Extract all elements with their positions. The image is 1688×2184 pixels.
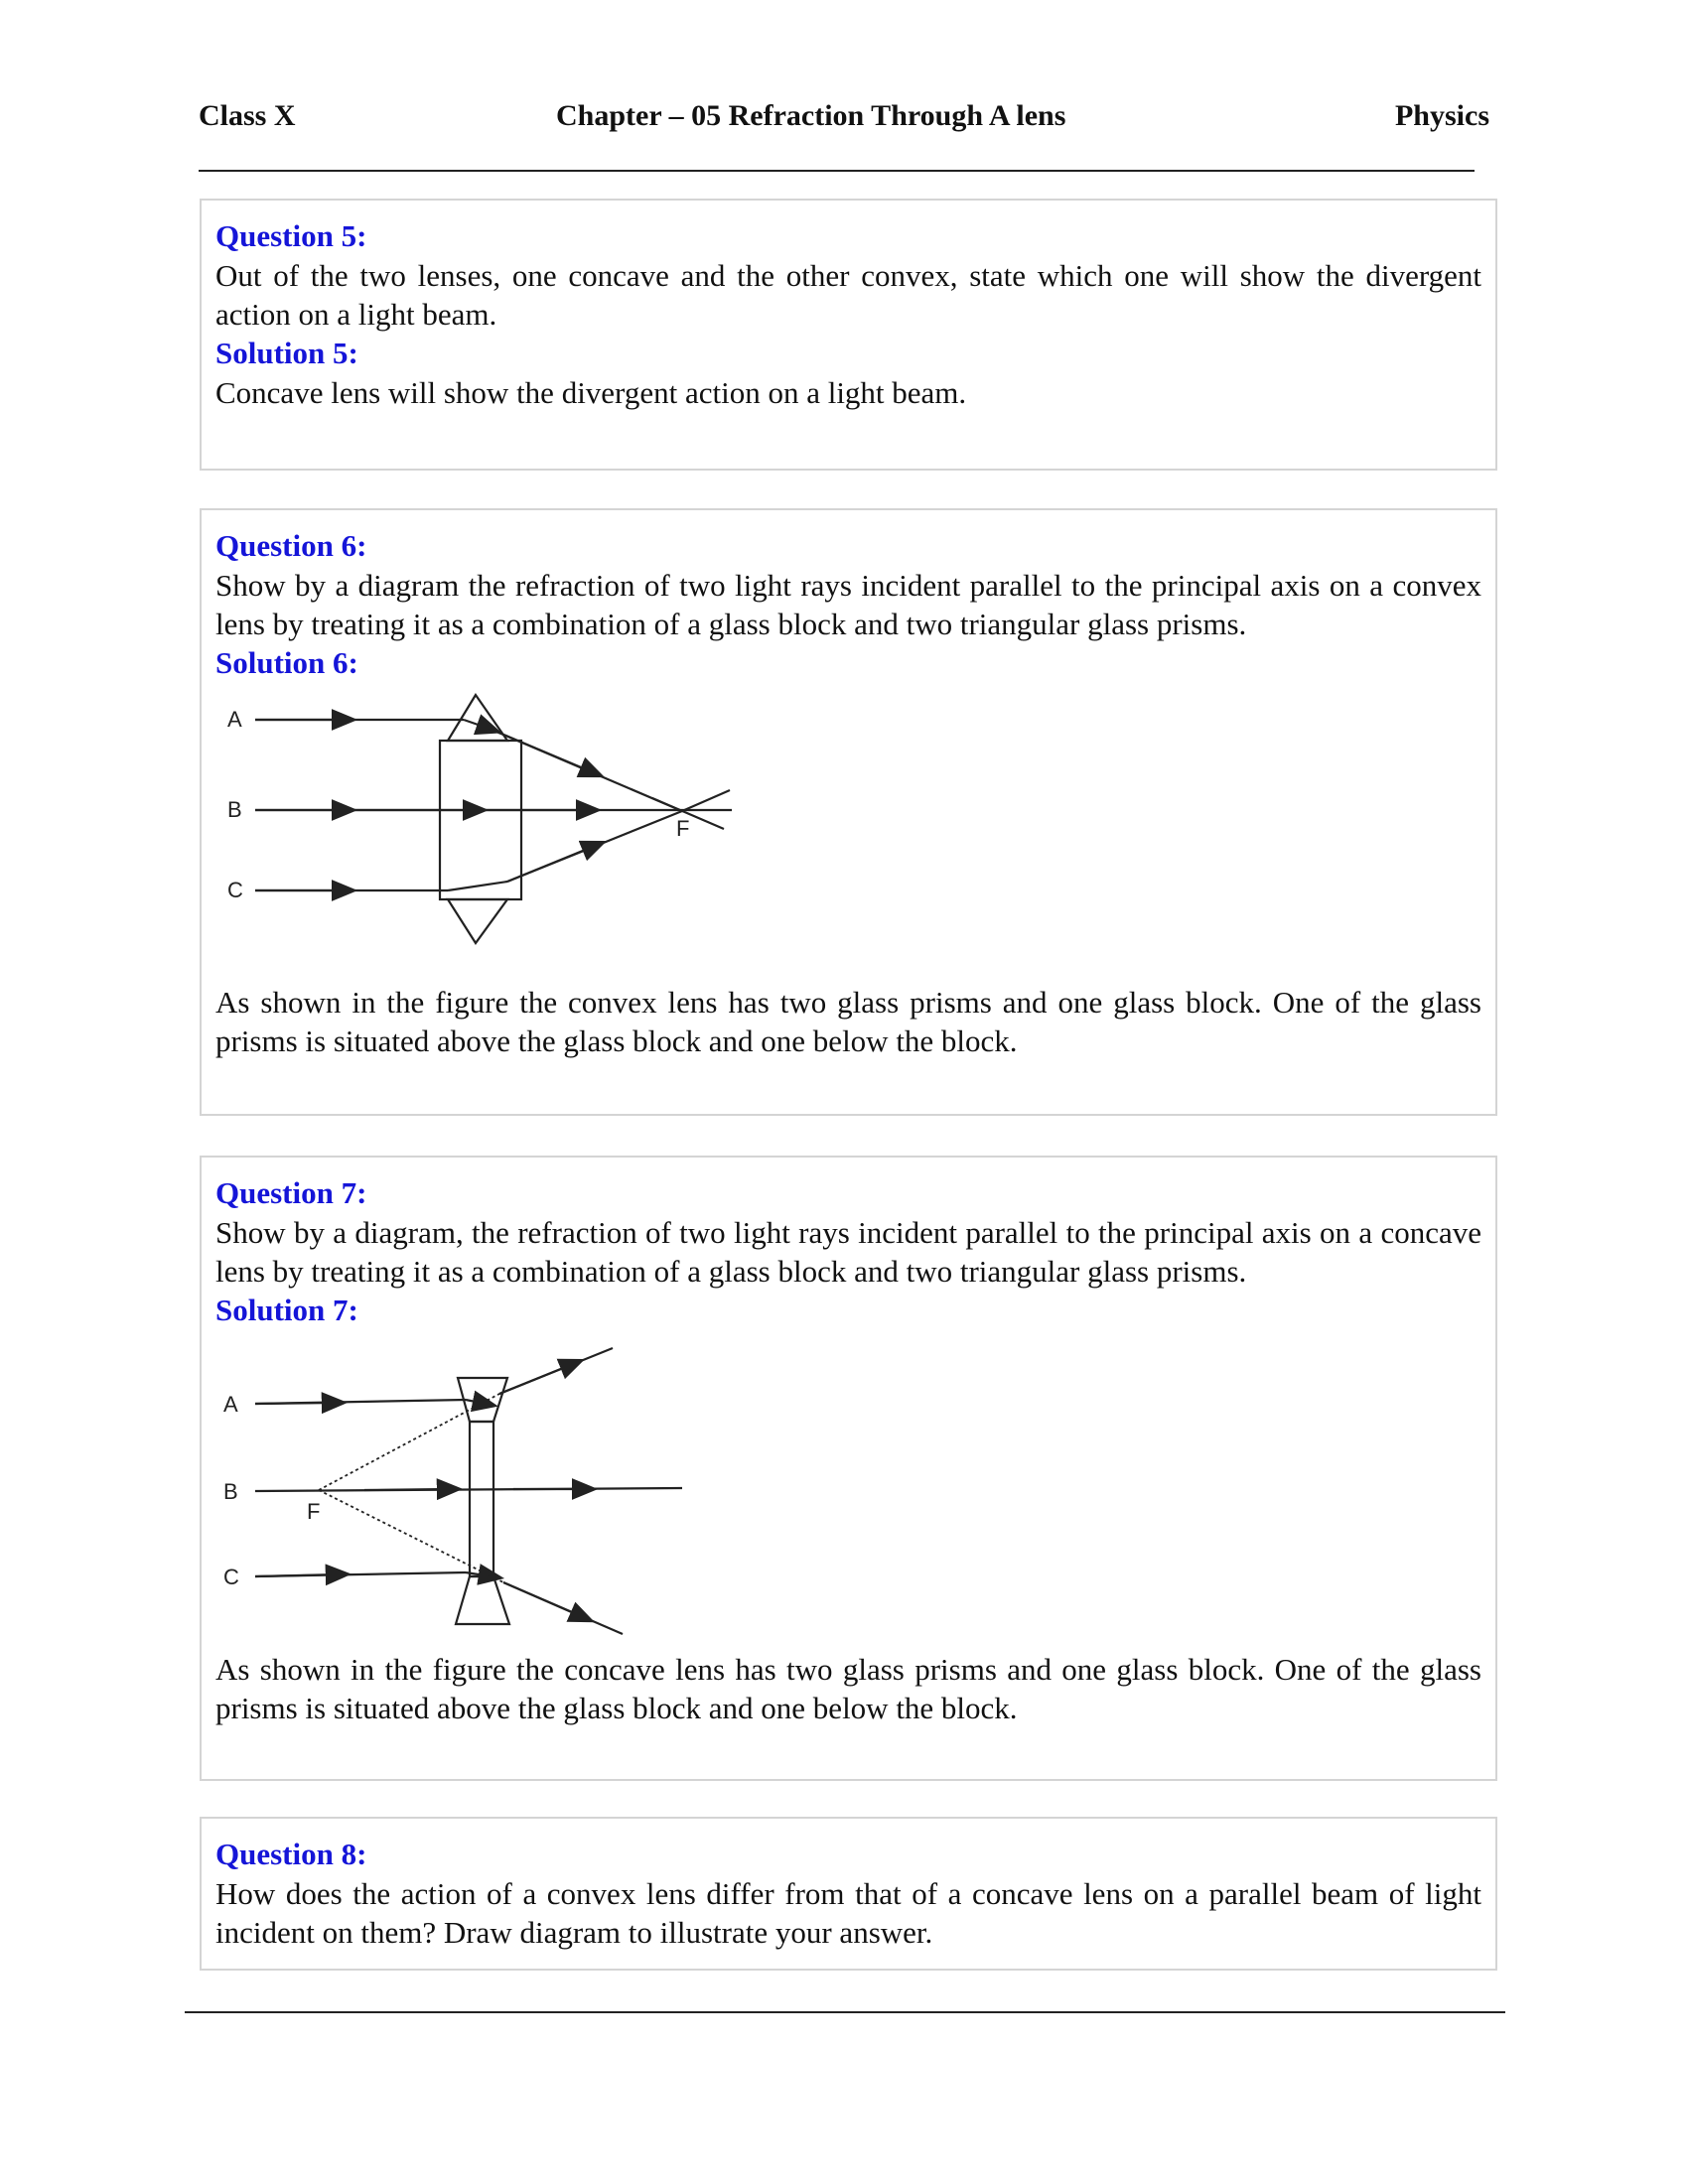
- question-label: Question 7:: [215, 1175, 367, 1210]
- virtual-ray-c: [319, 1490, 503, 1582]
- concave-lens-diagram: [215, 1334, 732, 1644]
- label-c: C: [223, 1565, 239, 1589]
- glass-block: [470, 1422, 493, 1576]
- subject-label: Physics: [1394, 99, 1489, 132]
- question-7-card: [200, 1156, 1497, 1781]
- label-a: A: [223, 1392, 238, 1417]
- solution-text: As shown in the figure the convex lens has two glass prisms and one glass block. One of the glass prisms is situated above the glass block and one below the block.: [215, 985, 1481, 1058]
- question-label: Question 6:: [215, 528, 367, 563]
- solution-label: Solution 5:: [215, 336, 358, 370]
- solution-text: Concave lens will show the divergent action on a light beam.: [215, 375, 967, 410]
- chapter-title: Chapter – 05 Refraction Through A lens: [556, 99, 1066, 132]
- label-focus: F: [307, 1499, 321, 1524]
- header-divider: [199, 170, 1475, 172]
- question-text: Show by a diagram the refraction of two light rays incident parallel to the principal axis on a convex lens by treating it as a combination of a glass block and two triangular glass prisms.: [215, 568, 1481, 641]
- lower-prism: [456, 1576, 509, 1624]
- solution-label: Solution 6:: [215, 645, 358, 680]
- glass-block: [440, 741, 521, 899]
- question-8-card: [200, 1817, 1497, 1971]
- question-label: Question 5:: [215, 218, 367, 253]
- class-label: Class X: [199, 99, 296, 132]
- question-text: Show by a diagram, the refraction of two light rays incident parallel to the principal axis on a concave lens by treating it as a combination of a glass block and two triangular glass prisms.: [215, 1215, 1481, 1289]
- question-5-card: [200, 199, 1497, 471]
- lower-prism: [448, 899, 507, 943]
- upper-prism: [448, 695, 507, 741]
- label-a: A: [227, 707, 242, 732]
- convex-lens-diagram: [215, 687, 732, 963]
- solution-label: Solution 7:: [215, 1293, 358, 1327]
- question-text: How does the action of a convex lens differ from that of a concave lens on a parallel beam of light incident on them? Draw diagram to illustrate your answer.: [215, 1876, 1481, 1950]
- label-b: B: [223, 1479, 238, 1504]
- label-focus: F: [676, 816, 690, 841]
- page-header: [199, 99, 1489, 143]
- question-6-card: [200, 508, 1497, 1116]
- virtual-ray-a: [319, 1394, 499, 1490]
- label-b: B: [227, 797, 242, 822]
- solution-text: As shown in the figure the concave lens has two glass prisms and one glass block. One of the glass prisms is situated above the glass block and one below the block.: [215, 1652, 1481, 1725]
- footer-divider: [185, 2011, 1505, 2013]
- label-c: C: [227, 878, 243, 902]
- question-label: Question 8:: [215, 1837, 367, 1871]
- question-text: Out of the two lenses, one concave and the other convex, state which one will show the divergent action on a light beam.: [215, 258, 1481, 332]
